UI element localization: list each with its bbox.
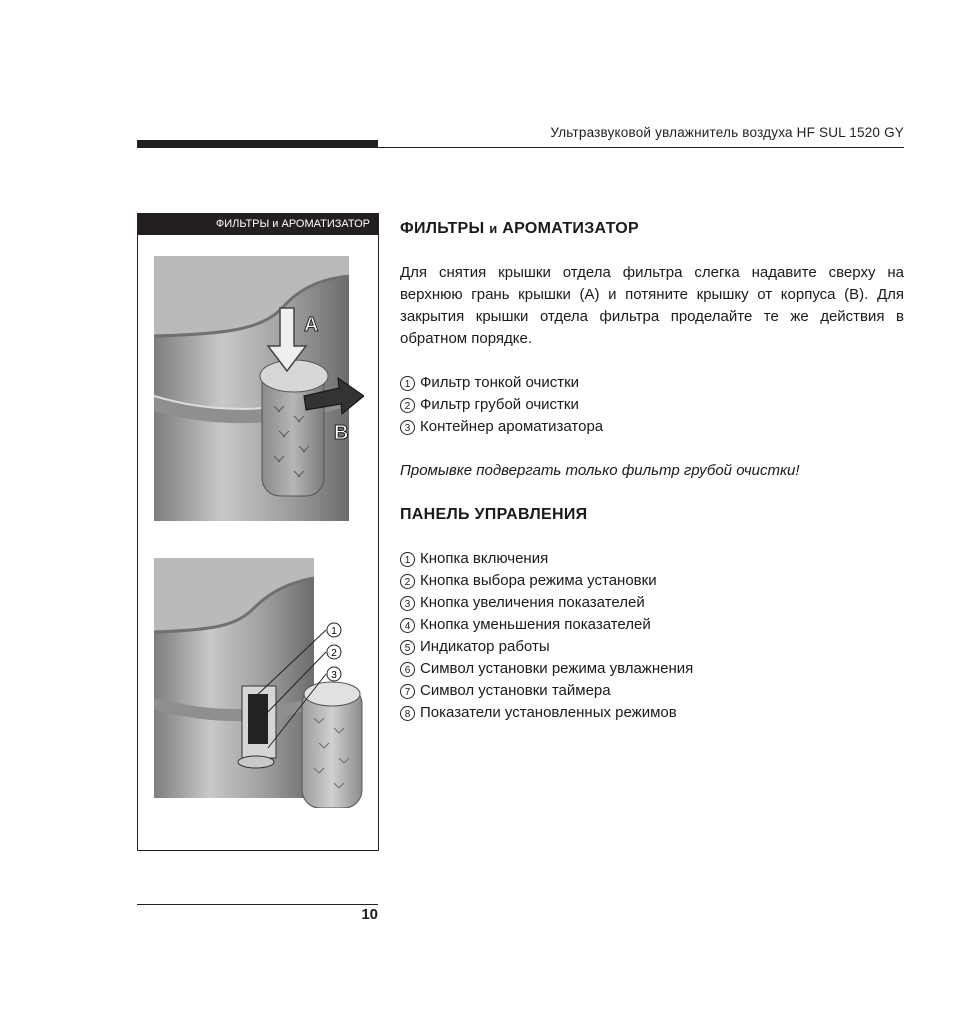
arrow-label-a: A [304,314,319,336]
section-title-filters: ФИЛЬТРЫ и АРОМАТИЗАТОР [400,220,639,237]
filters-paragraph: Для снятия крышки отдела фильтра слегка надавите сверху на верхнюю грань крышки (A) и потяните крышку от корпуса (B). Для закрытия крышки отдела фильтра проделайте те же действия в обратном порядке. [400,264,904,347]
list-item: 7 Символ установки таймера [400,680,904,702]
list-item: 2 Кнопка выбора режима установки [400,570,904,592]
filter-cover-illustration [154,256,364,521]
sidebar-panel [137,213,379,851]
list-item: 8 Показатели установленных режимов [400,702,904,724]
callout-3: 3 [331,670,337,681]
filters-list [400,372,904,438]
wash-note: Промывке подвергать только фильтр грубой очистки! [400,462,800,479]
list-item: 3 Кнопка увеличения показателей [400,592,904,614]
list-item: 6 Символ установки режима увлажнения [400,658,904,680]
callout-1: 1 [331,626,337,637]
main-content [400,218,904,724]
header-rule [378,147,904,148]
header-title: Ультразвуковой увлажнитель воздуха HF SUL 1520 GY [550,125,904,140]
footer-rule [137,904,378,905]
filters-illustration [154,558,364,808]
page-number: 10 [361,906,378,923]
arrow-label-b: B [334,422,349,444]
callout-2: 2 [331,648,337,659]
list-item: 1 Кнопка включения [400,548,904,570]
control-panel-list [400,548,904,724]
list-item: 4 Кнопка уменьшения показателей [400,614,904,636]
list-item: 1 Фильтр тонкой очистки [400,372,904,394]
list-item: 5 Индикатор работы [400,636,904,658]
sidebar-tab: ФИЛЬТРЫ и АРОМАТИЗАТОР [138,214,378,235]
header-bar [137,140,378,148]
section-title-control-panel: ПАНЕЛЬ УПРАВЛЕНИЯ [400,506,588,523]
list-item: 2 Фильтр грубой очистки [400,394,904,416]
list-item: 3 Контейнер ароматизатора [400,416,904,438]
